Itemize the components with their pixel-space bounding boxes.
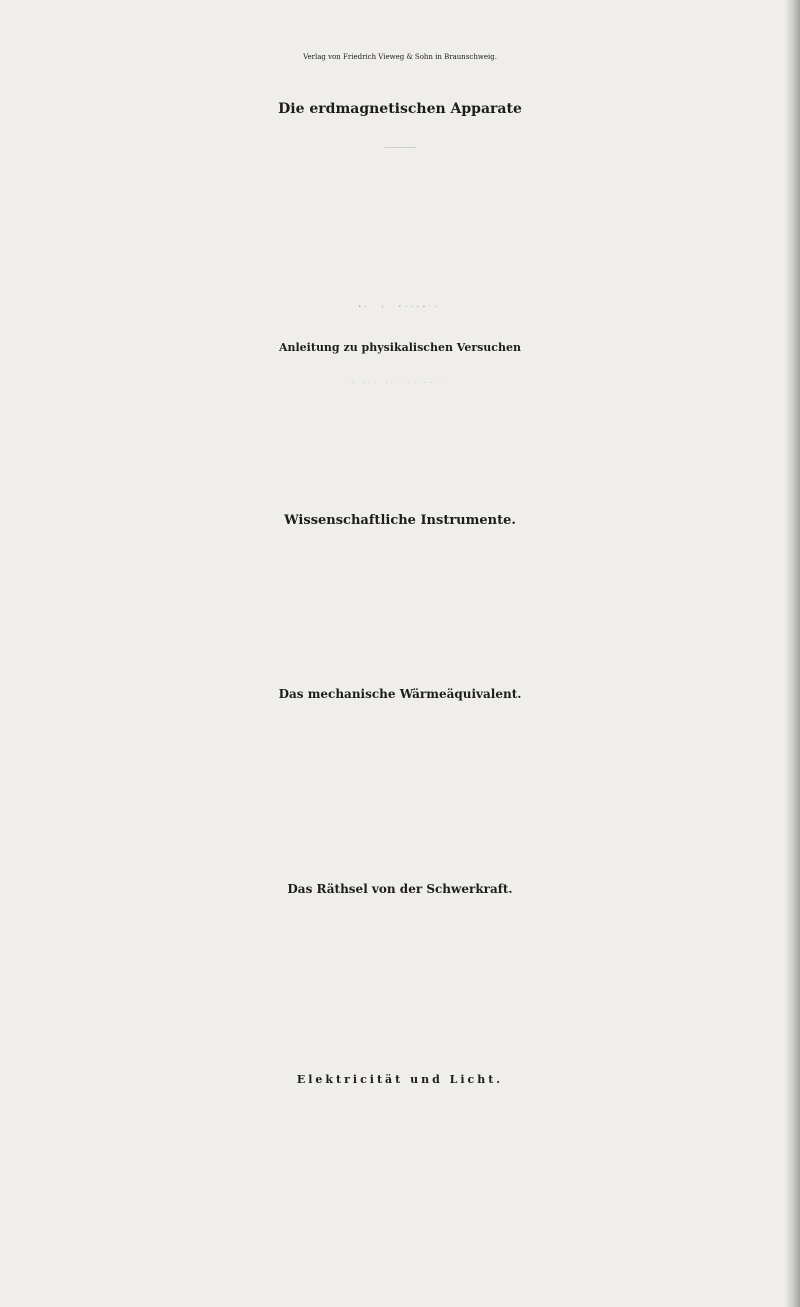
manuscript-note — [0, 252, 800, 274]
page-edge-shadow — [784, 0, 800, 1307]
translator-spengel — [0, 801, 800, 823]
editor-lehmann — [0, 422, 800, 447]
instrumente-price — [0, 634, 800, 654]
isenkrahe-affiliation — [0, 997, 800, 1013]
title-schwerkraft: Das Räthsel von der Schwerkraft. — [287, 882, 513, 896]
o-lehmann-affiliation — [0, 1164, 800, 1179]
translated-label — [0, 777, 800, 797]
edited-by-label — [0, 401, 800, 419]
subtitle-volksschule: in der Volksschule, — [347, 383, 453, 384]
subtitle-polar-expeditionen: der Polar-Expeditionen im Jahre 1883 aus den Werkstätten von — [383, 148, 417, 149]
schwerkraft-price — [0, 1020, 800, 1040]
author-frick: Dr. J. Frick's — [358, 306, 442, 308]
title-elektricitaet-licht: Elektricität und Licht. — [296, 1073, 504, 1086]
author-edelmann — [0, 166, 800, 192]
instrumente-line-3 — [0, 605, 800, 629]
edition-note — [0, 452, 800, 474]
author-isenkrahe — [0, 968, 800, 994]
title-instrumente: Wissenschaftliche Instrumente. — [284, 513, 516, 528]
affiliation-line-3 — [0, 230, 800, 247]
publisher-header: Verlag von Friedrich Vieweg & Sohn in Braunschweig. — [303, 53, 497, 61]
affiliation-line-2 — [0, 213, 800, 230]
title-anleitung: Anleitung zu physikalischen Versuchen — [278, 341, 522, 354]
waermeaequivalent-price — [0, 828, 800, 848]
instrumente-line-1 — [0, 553, 800, 577]
author-o-lehmann — [0, 1136, 800, 1161]
elektricitaet-price — [0, 1183, 800, 1203]
title-erdmagnetische-apparate: Die erdmagnetischen Apparate — [278, 101, 522, 117]
affiliation-line-1 — [0, 196, 800, 213]
title-waermeaequivalent: Das mechanische Wärmeäquivalent. — [278, 687, 522, 701]
author-joule — [0, 749, 800, 774]
schwerkraft-line-1 — [0, 916, 800, 939]
subtitle-abhandlungen — [0, 721, 800, 745]
subtitle-photometrie — [0, 1107, 800, 1129]
schwerkraft-line-2 — [0, 941, 800, 964]
instrumente-line-2 — [0, 579, 800, 603]
